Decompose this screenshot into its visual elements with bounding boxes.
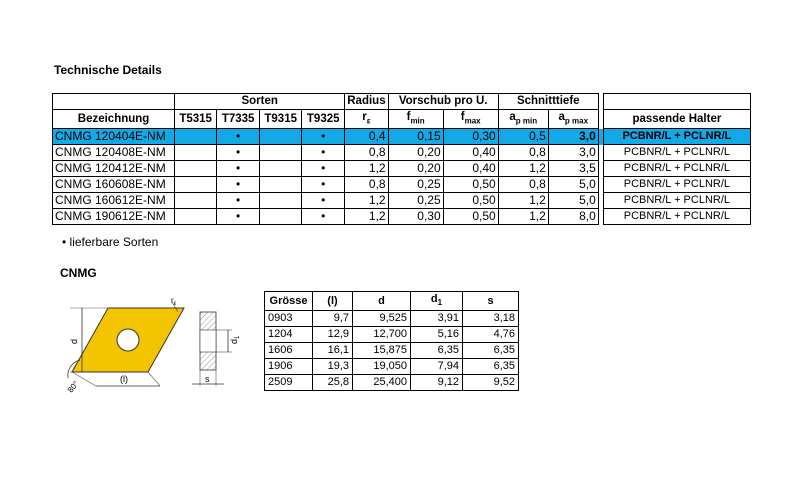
l-label: (l) <box>120 374 128 384</box>
header-grade: T7335 <box>217 110 260 129</box>
header-f-min: $f_{min}$ <box>388 110 443 129</box>
halter-cell: PCBNR/L + PCLNR/L <box>603 145 750 161</box>
radius-cell: 1,2 <box>345 209 388 225</box>
dims-cell: 9,525 <box>353 311 411 327</box>
header-empty-cell <box>53 94 175 110</box>
dims-row <box>265 359 519 375</box>
halter-cell: PCBNR/L + PCLNR/L <box>603 161 750 177</box>
grade-cell <box>260 177 302 193</box>
dims-header-d1: $d_1$ <box>411 292 463 311</box>
grade-cell: • <box>217 161 260 177</box>
dims-cell: 6,35 <box>463 359 519 375</box>
header-f-max: $f_{max}$ <box>443 110 498 129</box>
header-ap-min: $a_{p min}$ <box>498 110 548 129</box>
row-name-cell: CNMG 190612E-NM <box>53 209 175 225</box>
insert-spec-table <box>52 93 751 225</box>
grade-cell: • <box>217 193 260 209</box>
f-max-cell: 0,40 <box>443 161 498 177</box>
dims-row <box>265 327 519 343</box>
ap-min-cell: 1,2 <box>498 161 548 177</box>
grade-cell <box>175 145 217 161</box>
grade-cell: • <box>302 145 345 161</box>
section-title: Technische Details <box>54 63 162 77</box>
dims-row <box>265 343 519 359</box>
row-name-cell: CNMG 120404E-NM <box>53 129 175 145</box>
row-name-cell: CNMG 160612E-NM <box>53 193 175 209</box>
angle-label: 80° <box>65 379 81 395</box>
dims-cell: 2509 <box>265 375 313 391</box>
dims-cell: 5,16 <box>411 327 463 343</box>
f-max-cell: 0,30 <box>443 129 498 145</box>
grade-cell <box>175 193 217 209</box>
header-row-group <box>53 94 751 110</box>
grade-cell: • <box>302 161 345 177</box>
radius-cell: 1,2 <box>345 161 388 177</box>
halter-cell: PCBNR/L + PCLNR/L <box>603 129 750 145</box>
ap-max-cell: 5,0 <box>548 177 598 193</box>
grade-cell <box>260 209 302 225</box>
header-bezeichnung: Bezeichnung <box>53 110 175 129</box>
radius-cell: 1,2 <box>345 193 388 209</box>
grade-cell: • <box>302 209 345 225</box>
dims-cell: 3,91 <box>411 311 463 327</box>
halter-cell: PCBNR/L + PCLNR/L <box>603 177 750 193</box>
grade-cell <box>260 161 302 177</box>
dims-cell: 19,050 <box>353 359 411 375</box>
dims-cell: 12,9 <box>313 327 353 343</box>
dims-cell: 9,7 <box>313 311 353 327</box>
grade-cell: • <box>217 145 260 161</box>
d1-label: $d_1$ <box>229 335 241 344</box>
dims-cell: 12,700 <box>353 327 411 343</box>
f-min-cell: 0,25 <box>388 177 443 193</box>
ap-max-cell: 3,0 <box>548 129 598 145</box>
grade-cell <box>260 129 302 145</box>
table-row <box>53 177 751 193</box>
dims-header-row <box>265 292 519 311</box>
dims-header-s: s <box>463 292 519 311</box>
f-min-cell: 0,25 <box>388 193 443 209</box>
dims-cell: 15,875 <box>353 343 411 359</box>
f-min-cell: 0,20 <box>388 161 443 177</box>
dims-cell: 4,76 <box>463 327 519 343</box>
grade-cell <box>260 193 302 209</box>
dims-header-groesse: Grösse <box>265 292 313 311</box>
insert-drawing <box>60 290 250 400</box>
grade-cell <box>175 209 217 225</box>
table-row <box>53 209 751 225</box>
table-row <box>53 145 751 161</box>
f-max-cell: 0,40 <box>443 145 498 161</box>
grade-cell <box>175 177 217 193</box>
dims-cell: 6,35 <box>411 343 463 359</box>
header-grade: T9325 <box>302 110 345 129</box>
grade-cell <box>260 145 302 161</box>
ap-max-cell: 3,5 <box>548 161 598 177</box>
grade-cell: • <box>302 193 345 209</box>
radius-cell: 0,8 <box>345 145 388 161</box>
header-r-epsilon: $r_\varepsilon$ <box>345 110 388 129</box>
insert-type-title: CNMG <box>60 266 97 280</box>
table-row <box>53 193 751 209</box>
dims-cell: 9,52 <box>463 375 519 391</box>
halter-cell: PCBNR/L + PCLNR/L <box>603 193 750 209</box>
dims-header-l: (l) <box>313 292 353 311</box>
row-name-cell: CNMG 120408E-NM <box>53 145 175 161</box>
dimensions-table <box>264 291 519 391</box>
table-row <box>53 129 751 145</box>
ap-min-cell: 0,8 <box>498 145 548 161</box>
row-name-cell: CNMG 160608E-NM <box>53 177 175 193</box>
dims-cell: 25,8 <box>313 375 353 391</box>
header-vorschub: Vorschub pro U. <box>388 94 498 110</box>
dims-cell: 1606 <box>265 343 313 359</box>
dims-cell: 1204 <box>265 327 313 343</box>
dims-row <box>265 375 519 391</box>
radius-cell: 0,4 <box>345 129 388 145</box>
availability-note: • lieferbare Sorten <box>62 235 159 249</box>
grade-cell: • <box>302 177 345 193</box>
header-grade: T5315 <box>175 110 217 129</box>
header-ap-max: $a_{p max}$ <box>548 110 598 129</box>
dims-cell: 19,3 <box>313 359 353 375</box>
radius-cell: 0,8 <box>345 177 388 193</box>
row-name-cell: CNMG 120412E-NM <box>53 161 175 177</box>
header-sorten: Sorten <box>175 94 345 110</box>
ap-min-cell: 0,5 <box>498 129 548 145</box>
r-epsilon-label: $r_\varepsilon$ <box>171 296 177 307</box>
ap-max-cell: 3,0 <box>548 145 598 161</box>
dims-cell: 16,1 <box>313 343 353 359</box>
header-grade: T9315 <box>260 110 302 129</box>
header-halter: passende Halter <box>603 110 750 129</box>
ap-max-cell: 8,0 <box>548 209 598 225</box>
ap-min-cell: 1,2 <box>498 193 548 209</box>
ap-min-cell: 1,2 <box>498 209 548 225</box>
f-max-cell: 0,50 <box>443 177 498 193</box>
dims-cell: 1906 <box>265 359 313 375</box>
dims-cell: 3,18 <box>463 311 519 327</box>
s-label: s <box>205 374 210 384</box>
halter-cell: PCBNR/L + PCLNR/L <box>603 209 750 225</box>
insert-hole <box>117 329 139 351</box>
dims-cell: 0903 <box>265 311 313 327</box>
f-max-cell: 0,50 <box>443 193 498 209</box>
d-label: d <box>69 338 79 344</box>
grade-cell: • <box>217 209 260 225</box>
grade-cell: • <box>217 129 260 145</box>
f-min-cell: 0,20 <box>388 145 443 161</box>
f-min-cell: 0,30 <box>388 209 443 225</box>
header-row-columns <box>53 110 751 129</box>
grade-cell <box>175 161 217 177</box>
grade-cell <box>175 129 217 145</box>
grade-cell: • <box>217 177 260 193</box>
ap-min-cell: 0,8 <box>498 177 548 193</box>
dims-cell: 6,35 <box>463 343 519 359</box>
grade-cell: • <box>302 129 345 145</box>
dims-cell: 25,400 <box>353 375 411 391</box>
dims-header-d: d <box>353 292 411 311</box>
dims-cell: 7,94 <box>411 359 463 375</box>
f-min-cell: 0,15 <box>388 129 443 145</box>
f-max-cell: 0,50 <box>443 209 498 225</box>
table-row <box>53 161 751 177</box>
dims-row <box>265 311 519 327</box>
dims-cell: 9,12 <box>411 375 463 391</box>
ap-max-cell: 5,0 <box>548 193 598 209</box>
header-schnitttiefe: Schnitttiefe <box>498 94 598 110</box>
header-radius: Radius <box>345 94 388 110</box>
header-empty-cell <box>603 94 750 110</box>
